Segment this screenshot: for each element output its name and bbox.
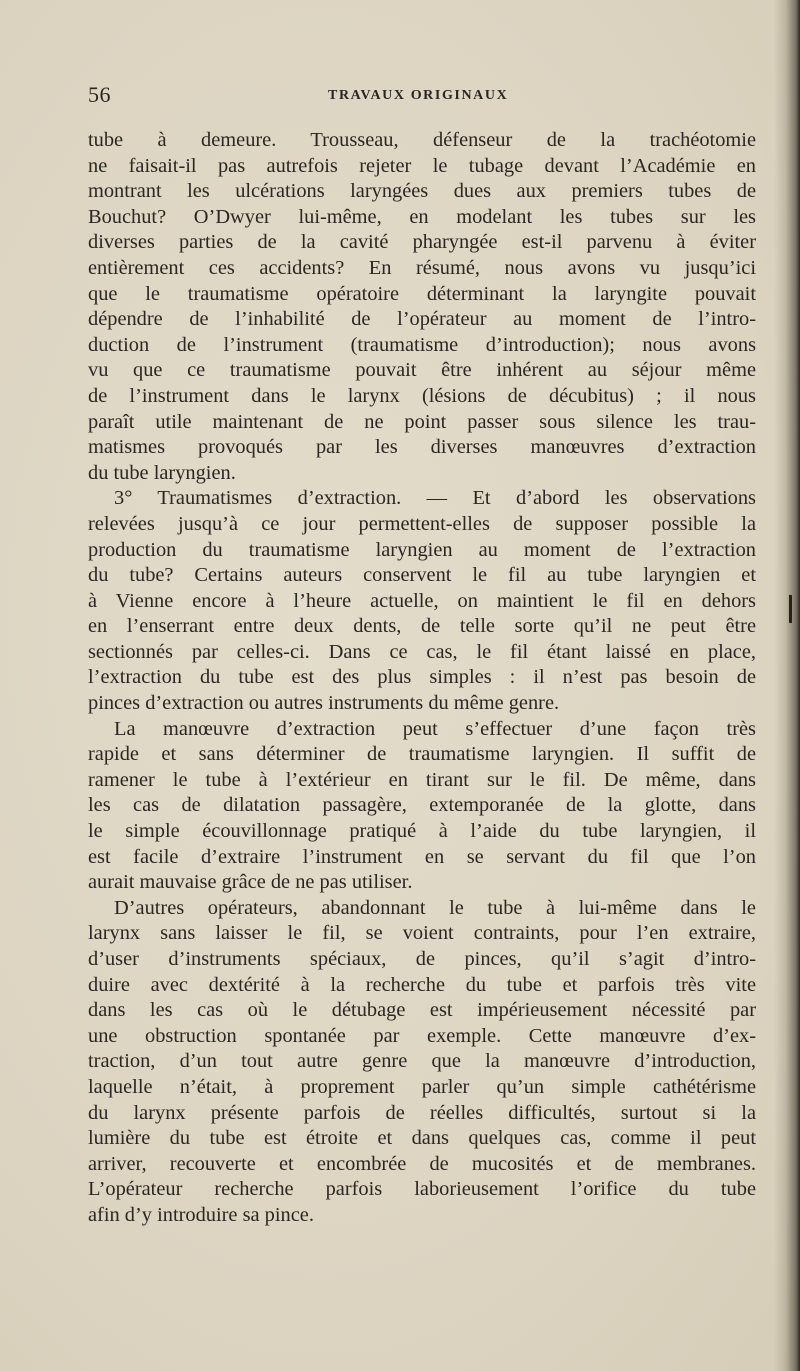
paragraph-line: production du traumatisme laryngien au moment de l’extraction — [88, 538, 756, 561]
paragraph-line: en l’enserrant entre deux dents, de telle sorte qu’il ne peut être — [88, 615, 756, 638]
paragraph-line: ne faisait-il pas autrefois rejeter le tubage devant l’Académie en — [88, 154, 756, 177]
paragraph-line: rapide et sans déterminer de traumatisme laryngien. Il suffit de — [88, 743, 756, 766]
paragraph-line: d’user d’instruments spéciaux, de pinces, qu’il s’agit d’intro- — [88, 948, 756, 970]
paragraph-line: vu que ce traumatisme pouvait être inhérent au séjour même — [88, 359, 756, 382]
paragraph-line: afin d’y introduire sa pince. — [88, 1203, 314, 1226]
running-head: TRAVAUX ORIGINAUX — [328, 88, 509, 103]
paragraph-line: du larynx présente parfois de réelles difficultés, surtout si la — [88, 1101, 756, 1124]
paragraph-line: duction de l’instrument (traumatisme d’introduction); nous avons — [88, 333, 756, 356]
paragraph-line: est facile d’extraire l’instrument en se servant du fil que l’on — [88, 845, 756, 868]
paragraph-line: matismes provoqués par les diverses manœuvres d’extraction — [88, 436, 756, 459]
body-text — [88, 128, 756, 1229]
paragraph-line: D’autres opérateurs, abandonnant le tube à lui-même dans le — [114, 896, 756, 919]
paragraph-line: entièrement ces accidents? En résumé, nous avons vu jusqu’ici — [88, 256, 756, 279]
paragraph-line: La manœuvre d’extraction peut s’effectuer d’une façon très — [114, 717, 756, 740]
paragraph-line: relevées jusqu’à ce jour permettent-elles de supposer possible la — [88, 512, 756, 535]
page-edge-shadow — [774, 0, 800, 1371]
paragraph-line: que le traumatisme opératoire déterminant la laryngite pouvait — [88, 282, 756, 305]
paragraph-line: L’opérateur recherche parfois laborieusement l’orifice du tube — [88, 1178, 756, 1201]
paragraph-line: une obstruction spontanée par exemple. Cette manœuvre d’ex- — [88, 1024, 756, 1047]
paragraph-line: lumière du tube est étroite et dans quelques cas, comme il peut — [88, 1127, 756, 1150]
paragraph-line: 3° Traumatismes d’extraction. — Et d’abord les observations — [114, 487, 756, 510]
paragraph-line: du tube? Certains auteurs conservent le fil au tube laryngien et — [88, 564, 756, 587]
paragraph-line: de l’instrument dans le larynx (lésions de décubitus) ; il nous — [88, 384, 756, 407]
paragraph-line: le simple écouvillonnage pratiqué à l’aide du tube laryngien, il — [88, 820, 756, 843]
paragraph: tube à demeure. Trousseau, défenseur de la trachéotomie — [88, 129, 756, 151]
page-header — [88, 82, 760, 112]
page-number: 56 — [88, 82, 111, 107]
paragraph-line: paraît utile maintenant de ne point passer sous silence les trau- — [88, 410, 756, 433]
paragraph-line: diverses parties de la cavité pharyngée est-il parvenu à éviter — [88, 231, 756, 254]
paragraph-line: du tube laryngien. — [88, 461, 236, 484]
paragraph-line: laquelle n’était, à proprement parler qu’un simple cathétérisme — [88, 1075, 756, 1098]
paragraph-line: les cas de dilatation passagère, extemporanée de la glotte, dans — [88, 794, 756, 817]
paragraph-line: l’extraction du tube est des plus simples : il n’est pas besoin de — [88, 666, 756, 689]
paragraph-line: montrant les ulcérations laryngées dues aux premiers tubes de — [88, 180, 756, 203]
paragraph-line: sectionnés par celles-ci. Dans ce cas, le fil étant laissé en place, — [88, 640, 756, 663]
paragraph-line: à Vienne encore à l’heure actuelle, on maintient le fil en dehors — [88, 589, 756, 612]
paragraph-line: aurait mauvaise grâce de ne pas utiliser. — [88, 871, 413, 894]
paragraph-line: dépendre de l’inhabilité de l’opérateur au moment de l’intro- — [88, 308, 756, 331]
paragraph-line: pinces d’extraction ou autres instruments du même genre. — [88, 692, 560, 715]
paragraph-line: larynx sans laisser le fil, se voient contraints, pour l’en extraire, — [88, 922, 756, 945]
paragraph-line: traction, d’un tout autre genre que la manœuvre d’introduction, — [88, 1050, 756, 1073]
paragraph-line: duire avec dextérité à la recherche du tube et parfois très vite — [88, 973, 756, 996]
paragraph-line: arriver, recouverte et encombrée de mucosités et de membranes. — [88, 1152, 756, 1175]
paragraph-line: ramener le tube à l’extérieur en tirant sur le fil. De même, dans — [88, 768, 756, 791]
paragraph-line: dans les cas où le détubage est impérieusement nécessité par — [88, 999, 756, 1022]
paragraph-line: Bouchut? O’Dwyer lui-même, en modelant les tubes sur les — [88, 205, 756, 228]
